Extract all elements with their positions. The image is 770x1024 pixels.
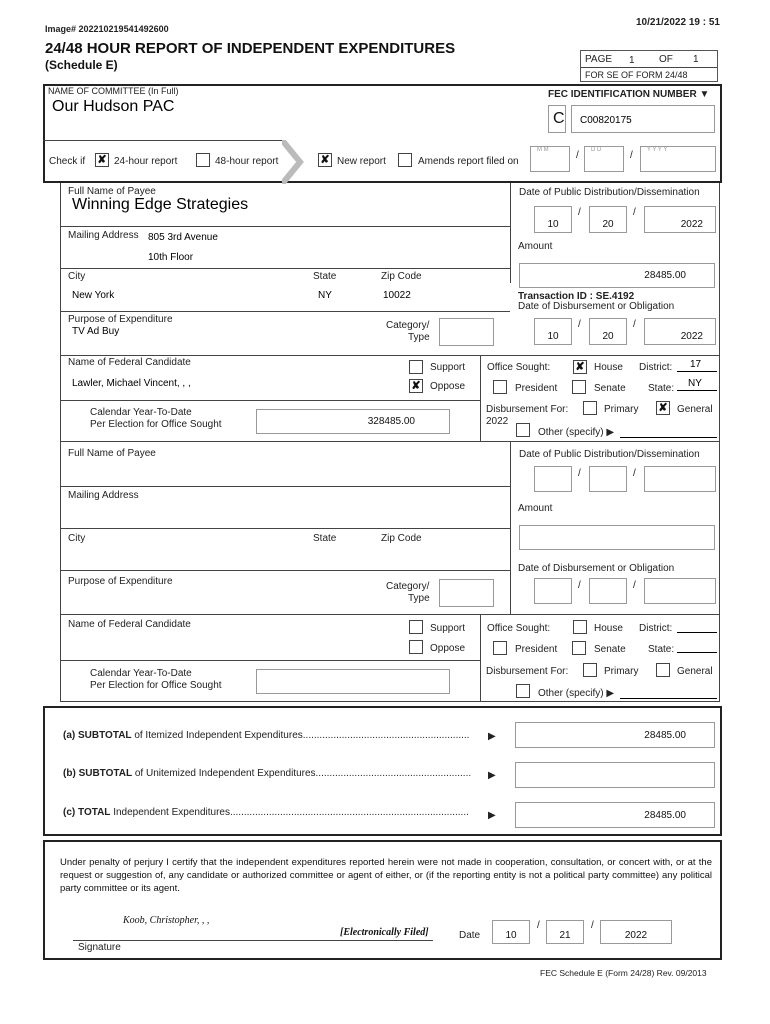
fec-id-label: FEC IDENTIFICATION NUMBER ▼	[548, 89, 710, 100]
amends-day-box[interactable]: D D	[584, 146, 624, 172]
for-se-label: FOR SE OF FORM 24/48	[585, 70, 688, 80]
pub-day-box[interactable]: 20	[589, 206, 627, 233]
amount-label: Amount	[518, 241, 553, 252]
category-label-2: Category/	[386, 581, 430, 592]
24-hour-checkbox[interactable]: ✘	[95, 153, 109, 167]
form-title: 24/48 HOUR REPORT OF INDEPENDENT EXPENDITURES	[45, 40, 456, 57]
payee-label: Full Name of Payee	[68, 186, 156, 197]
state-label-2: State	[313, 533, 337, 544]
purpose-label: Purpose of Expenditure	[68, 314, 173, 325]
primary-label: Primary	[604, 404, 639, 415]
support-label: Support	[430, 362, 466, 373]
general-label: General	[677, 404, 713, 415]
sign-month-box[interactable]: 10	[492, 920, 530, 944]
address-line-2: 10th Floor	[148, 252, 194, 263]
subtotal-a-value: 28485.00	[644, 730, 686, 741]
support-label-2: Support	[430, 623, 466, 634]
pub-date-label-2: Date of Public Distribution/Dissemination	[519, 449, 700, 460]
category-label: Category/	[386, 320, 430, 331]
primary-label-2: Primary	[604, 666, 639, 677]
pub-year-box-2[interactable]	[644, 466, 716, 492]
disb-for-label: Disbursement For:	[486, 404, 569, 415]
oppose-label-2: Oppose	[430, 643, 466, 654]
president-checkbox[interactable]	[493, 380, 507, 394]
pub-month-box-2[interactable]	[534, 466, 572, 492]
ytd-label-2: Per Election for Office Sought	[90, 419, 222, 430]
support-checkbox-2[interactable]	[409, 620, 423, 634]
disb-for-label-2: Disbursement For:	[486, 666, 569, 677]
date-label: Date	[459, 930, 481, 941]
amount-box-2[interactable]	[519, 525, 715, 550]
subtotal-a-box[interactable]	[515, 722, 715, 748]
amount-value: 28485.00	[644, 270, 686, 281]
district-value: 17	[690, 359, 702, 370]
office-sought-label-2: Office Sought:	[487, 623, 551, 634]
state-label: State	[313, 271, 337, 282]
president-checkbox-2[interactable]	[493, 641, 507, 655]
purpose-label-2: Purpose of Expenditure	[68, 576, 173, 587]
form-footer: FEC Schedule E (Form 24/28) Rev. 09/2013	[540, 968, 707, 978]
candidate-label: Name of Federal Candidate	[68, 357, 191, 368]
timestamp: 10/21/2022 19 : 51	[636, 17, 720, 28]
certification-text: Under penalty of perjury I certify that the independent expenditures reported herein were not made in cooperation, consultation, or concert with, or at the request or suggestion of, any candidate or authorized committee or agent of either, or (if the reporting entity is not a political party committee) any political party committee or its agent.	[60, 857, 712, 894]
disb-day-box-2[interactable]	[589, 578, 627, 604]
signature-label: Signature	[78, 942, 121, 953]
oppose-checkbox[interactable]: ✘	[409, 379, 423, 393]
support-checkbox[interactable]	[409, 360, 423, 374]
ytd-box[interactable]	[256, 409, 450, 434]
signer-name: Koob, Christopher, , ,	[123, 915, 210, 926]
disb-year-box[interactable]: 2022	[644, 318, 716, 345]
state-value: NY	[318, 290, 332, 301]
sign-year-box[interactable]: 2022	[600, 920, 672, 944]
sign-day-box[interactable]: 21	[546, 920, 584, 944]
arrow-a-icon: ▶	[488, 731, 496, 742]
category-box-2[interactable]	[439, 579, 494, 607]
page-total: 1	[693, 54, 699, 65]
pub-month-box[interactable]: 10	[534, 206, 572, 233]
subtotal-b-line: (b) SUBTOTAL of Unitemized Independent Expenditures........................................................	[63, 768, 472, 779]
subtotal-b-box[interactable]	[515, 762, 715, 788]
category-box[interactable]	[439, 318, 494, 346]
arrow-b-icon: ▶	[488, 770, 496, 781]
amends-checkbox[interactable]	[398, 153, 412, 167]
disb-month-box-2[interactable]	[534, 578, 572, 604]
president-label: President	[515, 383, 558, 394]
oppose-label: Oppose	[430, 381, 466, 392]
fec-id: C00820175	[580, 115, 632, 126]
amends-label: Amends report filed on	[418, 156, 519, 167]
disb-date-label: Date of Disbursement or Obligation	[518, 301, 675, 312]
disb-year: 2022	[486, 416, 509, 427]
city-label-2: City	[68, 533, 86, 544]
other-label-2: Other (specify) ▶	[538, 688, 615, 699]
pub-day-box-2[interactable]	[589, 466, 627, 492]
check-if-label: Check if	[49, 156, 86, 167]
total-c-line: (c) TOTAL Independent Expenditures......................................................................................	[63, 807, 469, 818]
committee-name-label: NAME OF COMMITTEE (In Full)	[48, 86, 179, 96]
other-checkbox-2[interactable]	[516, 684, 530, 698]
ytd-box-2[interactable]	[256, 669, 450, 694]
new-report-checkbox[interactable]: ✘	[318, 153, 332, 167]
primary-checkbox[interactable]	[583, 401, 597, 415]
arrow-c-icon: ▶	[488, 810, 496, 821]
amount-box[interactable]	[519, 263, 715, 288]
house-label-2: House	[594, 623, 623, 634]
state-sought-label-2: State:	[648, 644, 675, 655]
pub-date-label: Date of Public Distribution/Dissemination	[519, 187, 700, 198]
ytd-label-2-2: Per Election for Office Sought	[90, 680, 222, 691]
transaction-id: Transaction ID : SE.4192	[518, 291, 635, 302]
senate-checkbox[interactable]	[572, 380, 586, 394]
fec-prefix-box	[548, 105, 566, 133]
payee-name: Winning Edge Strategies	[72, 196, 249, 213]
of-label: OF	[659, 54, 673, 65]
ytd-label-1-2: Calendar Year-To-Date	[90, 668, 192, 679]
state-sought-value: NY	[688, 378, 702, 389]
senate-label-2: Senate	[594, 644, 626, 655]
24-hour-label: 24-hour report	[114, 156, 178, 167]
house-label: House	[594, 362, 623, 373]
other-label: Other (specify) ▶	[538, 427, 615, 438]
city-label: City	[68, 271, 86, 282]
zip-value: 10022	[383, 290, 411, 301]
new-report-label: New report	[337, 156, 386, 167]
48-hour-checkbox[interactable]	[196, 153, 210, 167]
general-label-2: General	[677, 666, 713, 677]
disb-month-box[interactable]: 10	[534, 318, 572, 345]
form-subtitle: (Schedule E)	[45, 58, 118, 72]
zip-label-2: Zip Code	[381, 533, 422, 544]
ytd-value: 328485.00	[367, 416, 415, 427]
ytd-label-1: Calendar Year-To-Date	[90, 407, 192, 418]
payee-label-2: Full Name of Payee	[68, 448, 156, 459]
electronically-filed: [Electronically Filed]	[340, 927, 429, 938]
city-value: New York	[72, 290, 115, 301]
amends-month-box[interactable]: M M	[530, 146, 570, 172]
pub-year-box[interactable]: 2022	[644, 206, 716, 233]
address-label: Mailing Address	[68, 230, 139, 241]
total-c-value: 28485.00	[644, 810, 686, 821]
page-number: 1	[629, 55, 635, 66]
disb-year-box-2[interactable]	[644, 578, 716, 604]
zip-label: Zip Code	[381, 271, 422, 282]
general-checkbox-2[interactable]	[656, 663, 670, 677]
page-box	[580, 50, 718, 82]
office-sought-label: Office Sought:	[487, 362, 551, 373]
committee-name: Our Hudson PAC	[52, 98, 175, 115]
subtotal-a-line: (a) SUBTOTAL of Itemized Independent Expenditures............................................................	[63, 730, 470, 741]
address-label-2: Mailing Address	[68, 490, 139, 501]
address-line-1: 805 3rd Avenue	[148, 232, 218, 243]
amount-label-2: Amount	[518, 503, 553, 514]
page-label: PAGE	[585, 54, 613, 65]
candidate-label-2: Name of Federal Candidate	[68, 619, 191, 630]
senate-label: Senate	[594, 383, 626, 394]
disb-date-label-2: Date of Disbursement or Obligation	[518, 563, 675, 574]
amends-year-box[interactable]: Y Y Y Y	[640, 146, 716, 172]
senate-checkbox-2[interactable]	[572, 641, 586, 655]
primary-checkbox-2[interactable]	[583, 663, 597, 677]
candidate-name: Lawler, Michael Vincent, , ,	[72, 378, 191, 389]
fec-id-box	[571, 105, 715, 133]
oppose-checkbox-2[interactable]	[409, 640, 423, 654]
district-label-2: District:	[639, 623, 673, 634]
other-checkbox[interactable]	[516, 423, 530, 437]
chevron-divider-icon	[282, 140, 312, 184]
total-c-box[interactable]	[515, 802, 715, 828]
purpose-value: TV Ad Buy	[72, 326, 120, 337]
image-id: Image# 202210219541492600	[45, 24, 169, 34]
house-checkbox-2[interactable]	[573, 620, 587, 634]
general-checkbox[interactable]: ✘	[656, 401, 670, 415]
disb-day-box[interactable]: 20	[589, 318, 627, 345]
district-label: District:	[639, 362, 673, 373]
48-hour-label: 48-hour report	[215, 156, 279, 167]
fec-prefix: C	[553, 110, 565, 127]
type-label: Type	[408, 332, 430, 343]
state-sought-label: State:	[648, 383, 675, 394]
house-checkbox[interactable]: ✘	[573, 360, 587, 374]
president-label-2: President	[515, 644, 558, 655]
type-label-2: Type	[408, 593, 430, 604]
